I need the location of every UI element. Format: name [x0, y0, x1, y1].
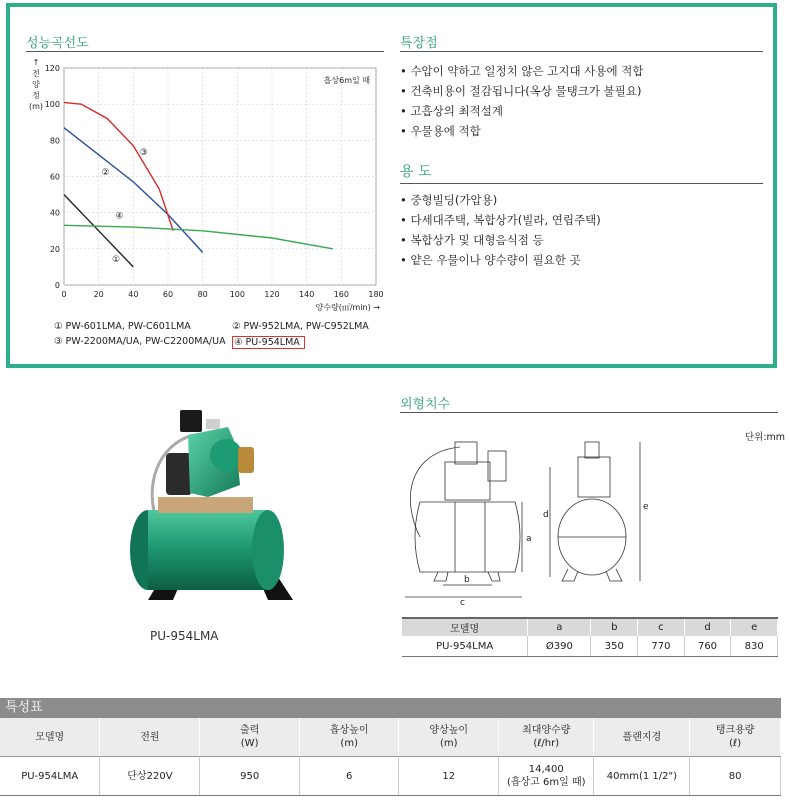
y-tick-label: 20 [49, 244, 60, 254]
spec-table [0, 718, 781, 796]
spec-title: 특성표 [0, 698, 781, 718]
dims-cell: 770 [638, 636, 685, 657]
dimensions-rule [400, 412, 778, 413]
dims-header: 모델명 [402, 618, 528, 636]
dim-label-e: e [643, 502, 649, 512]
spec-header: 흡상높이 (m) [299, 718, 399, 757]
series-label: ③ [139, 148, 148, 159]
usage-rule [400, 183, 763, 184]
dim-label-b: b [464, 575, 470, 585]
chart-annotation: 흡상6m일 때 [323, 76, 370, 85]
spec-header-row [0, 718, 781, 757]
x-tick-label: 140 [299, 290, 315, 299]
y-tick-label: 0 [54, 281, 60, 290]
usage-item: • 다세대주택, 복합상가(빌라, 연립주택) [400, 213, 601, 227]
dim-label-a: a [526, 534, 532, 544]
unit-label: 단위:mm [745, 432, 786, 443]
usage-list [400, 190, 601, 270]
dim-label-d: d [543, 510, 549, 520]
series-label: ② [101, 168, 110, 179]
dims-header: c [638, 618, 685, 636]
spec-cell: 14,400 (흡상고 6m일 때) [499, 757, 594, 796]
spec-header: 전원 [100, 718, 200, 757]
feature-item: • 수압이 약하고 일정치 않은 고지대 사용에 적합 [400, 64, 644, 78]
usage-item: • 복합상가 및 대형음식점 등 [400, 233, 544, 247]
y-axis-label: 양 [32, 80, 40, 89]
dims-cell: 760 [684, 636, 731, 657]
dims-cell: 830 [731, 636, 778, 657]
spec-cell: 단상220V [100, 757, 200, 796]
y-tick-label: 80 [49, 136, 60, 146]
x-tick-label: 180 [368, 290, 384, 299]
pump-product-image [118, 405, 378, 615]
dims-header: b [591, 618, 638, 636]
spec-cell: 6 [299, 757, 399, 796]
spec-header: 플랜지경 [594, 718, 690, 757]
features-rule [400, 51, 763, 52]
y-axis-label: 정 [32, 91, 40, 100]
dims-cell: 350 [591, 636, 638, 657]
y-tick-label: 60 [49, 172, 60, 182]
table-row [0, 757, 781, 796]
series-label: ④ [115, 211, 124, 222]
y-axis-label: (m) [28, 102, 44, 111]
curve-title-rule [26, 51, 384, 52]
dimension-drawing [400, 437, 650, 612]
table-row [402, 636, 778, 657]
x-tick-label: 20 [93, 290, 104, 299]
legend-item: ④ PU-954LMA [232, 336, 305, 349]
spec-cell: PU-954LMA [0, 757, 100, 796]
usage-title: 용 도 [400, 164, 432, 180]
dims-cell: Ø390 [528, 636, 591, 657]
features-title: 특장점 [400, 36, 438, 51]
spec-cell: 40mm(1 1/2") [594, 757, 690, 796]
y-tick-label: 120 [44, 64, 60, 73]
x-tick-label: 160 [333, 290, 349, 299]
x-tick-label: 60 [162, 290, 174, 299]
dims-cell: PU-954LMA [402, 636, 528, 657]
dimensions-header-row [402, 618, 778, 636]
spec-header: 최대양수량 (ℓ/hr) [499, 718, 594, 757]
usage-item: • 얕은 우물이나 양수량이 필요한 곳 [400, 253, 581, 267]
x-tick-label: 80 [197, 290, 208, 299]
y-axis-label: ↑ [32, 58, 40, 67]
spec-header: 출력 (W) [200, 718, 300, 757]
dims-header: d [684, 618, 731, 636]
dims-header: e [731, 618, 778, 636]
y-tick-label: 40 [49, 208, 60, 218]
legend-item: ② PW-952LMA, PW-C952LMA [232, 321, 369, 332]
x-tick-label: 100 [229, 290, 245, 299]
legend-item: ① PW-601LMA, PW-C601LMA [54, 321, 191, 332]
x-tick-label: 40 [128, 290, 139, 299]
product-name: PU-954LMA [150, 629, 219, 643]
legend-item: ③ PW-2200MA/UA, PW-C2200MA/UA [54, 336, 226, 347]
feature-item: • 고흡상의 최적설계 [400, 104, 503, 118]
feature-item: • 건축비용이 절감됩니다(옥상 물탱크가 불필요) [400, 84, 642, 98]
y-axis-label: 전 [32, 69, 40, 78]
dims-header: a [528, 618, 591, 636]
spec-header: 모델명 [0, 718, 100, 757]
spec-header: 탱크용량 (ℓ) [690, 718, 781, 757]
spec-cell: 12 [399, 757, 499, 796]
spec-cell: 80 [690, 757, 781, 796]
series-label: ① [111, 254, 121, 265]
x-tick-label: 0 [61, 290, 67, 299]
dim-label-c: c [460, 598, 465, 608]
feature-item: • 우물용에 적합 [400, 124, 481, 138]
dimensions-table [402, 617, 778, 657]
y-tick-label: 100 [44, 100, 60, 110]
spec-header: 양상높이 (m) [399, 718, 499, 757]
performance-chart [0, 56, 390, 326]
spec-cell: 950 [200, 757, 300, 796]
x-axis-label: 양수량(㎥/min) → [315, 303, 380, 312]
usage-item: • 중형빌딩(가압용) [400, 193, 498, 207]
dimensions-title: 외형치수 [400, 397, 451, 412]
features-list [400, 61, 643, 141]
curve-title: 성능곡선도 [26, 36, 89, 51]
x-tick-label: 120 [264, 290, 280, 299]
